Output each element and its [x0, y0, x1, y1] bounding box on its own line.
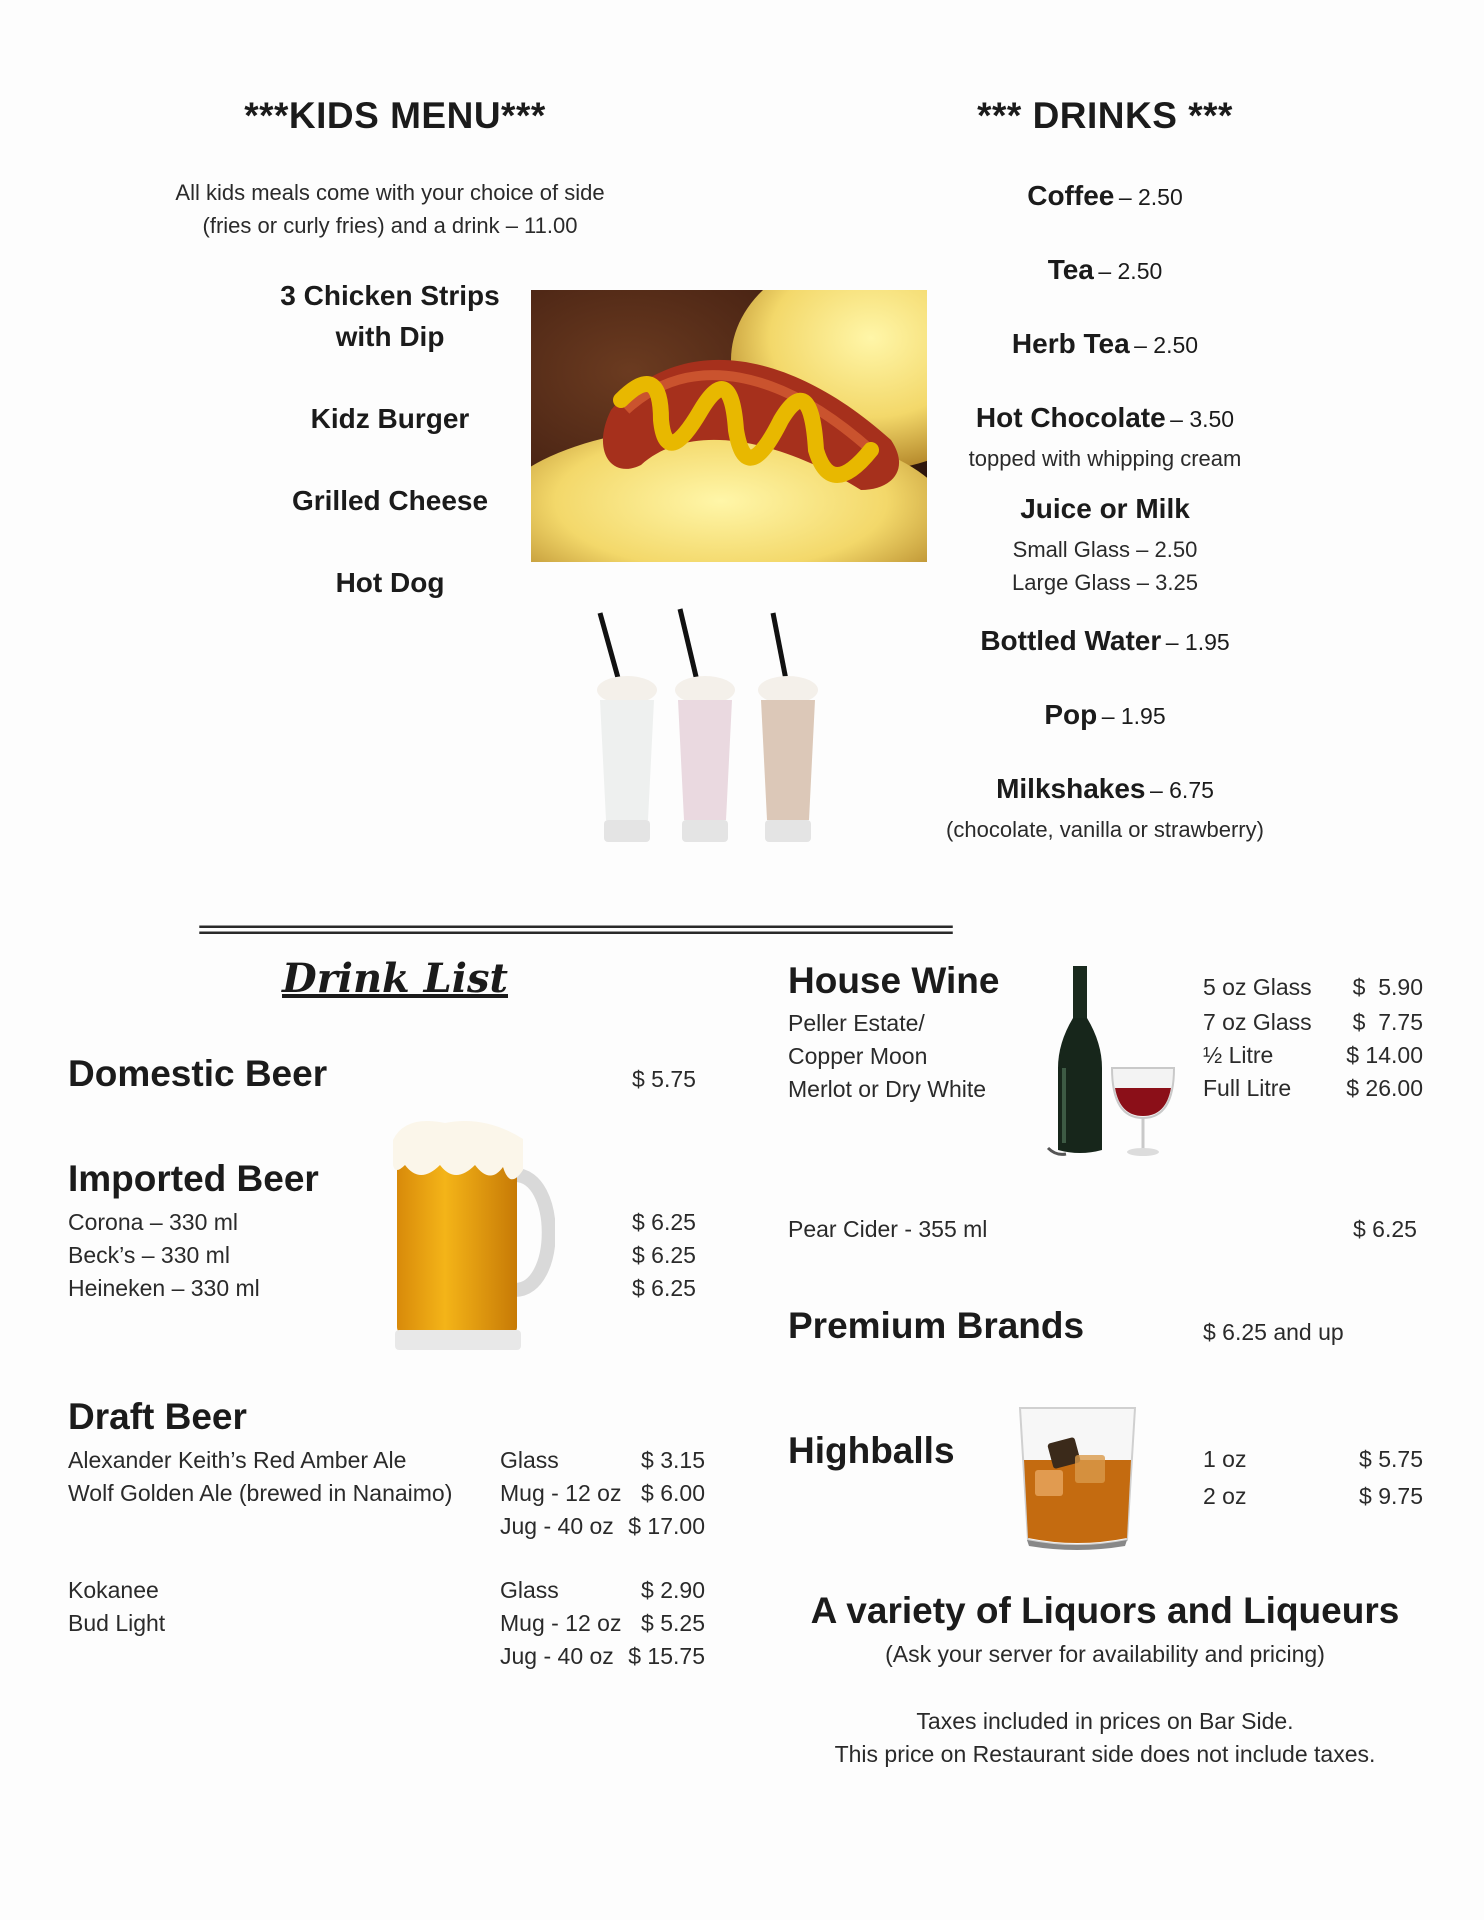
drink-list-title: Drink List — [282, 955, 508, 1002]
imported-beer-prices — [632, 1206, 696, 1305]
kids-desc-line: (fries or curly fries) and a drink – 11.00 — [202, 213, 578, 238]
draft-size: Mug - 12 oz — [500, 1480, 622, 1506]
highball-price: $ 9.75 — [1359, 1483, 1423, 1509]
drink-price: – 2.50 — [1098, 258, 1163, 284]
house-wine-desc-line: Peller Estate/ — [788, 1010, 925, 1036]
pear-cider-price: $ 6.25 — [1353, 1216, 1417, 1242]
draft-beer-name: Wolf Golden Ale (brewed in Nanaimo) — [68, 1480, 453, 1506]
draft-group2-sizes — [500, 1574, 705, 1673]
kids-desc-line: All kids meals come with your choice of side — [175, 180, 605, 205]
juice-large-glass: Large Glass – 3.25 — [1012, 570, 1198, 595]
drink-name: Juice or Milk — [1020, 493, 1190, 524]
drinks-title: *** DRINKS *** — [977, 95, 1233, 136]
highball-size-row — [1203, 1480, 1423, 1513]
draft-group1-sizes — [500, 1444, 705, 1543]
imported-beer-price: $ 6.25 — [632, 1275, 696, 1301]
wine-size: 7 oz Glass — [1203, 1009, 1312, 1035]
imported-beer-item: Heineken – 330 ml — [68, 1275, 260, 1301]
imported-beer-item: Corona – 330 ml — [68, 1209, 239, 1235]
imported-beer-price: $ 6.25 — [632, 1242, 696, 1268]
draft-size: Glass — [500, 1577, 559, 1603]
kids-menu-title: ***KIDS MENU*** — [244, 95, 546, 136]
drink-coffee — [920, 180, 1290, 220]
liquors-title: A variety of Liquors and Liqueurs — [810, 1590, 1400, 1631]
draft-size-row — [500, 1510, 705, 1543]
highball-size: 2 oz — [1203, 1483, 1247, 1509]
draft-size-row — [500, 1477, 705, 1510]
drink-juice-milk — [920, 493, 1290, 533]
wine-size-row — [1203, 1006, 1423, 1039]
draft-beer-name: Kokanee — [68, 1577, 159, 1603]
drink-price: – 2.50 — [1134, 332, 1199, 358]
highball-size-row — [1203, 1443, 1423, 1476]
drink-milkshakes — [920, 773, 1290, 813]
domestic-beer-price: $ 5.75 — [632, 1066, 696, 1092]
drink-price: – 3.50 — [1170, 406, 1235, 432]
wine-bottle-photo — [1030, 958, 1180, 1163]
draft-size-row — [500, 1640, 705, 1673]
kids-item-grilled-cheese: Grilled Cheese — [291, 485, 489, 516]
tax-line: This price on Restaurant side does not include taxes. — [834, 1741, 1376, 1767]
draft-size: Glass — [500, 1447, 559, 1473]
premium-brands-price: $ 6.25 and up — [1203, 1319, 1344, 1345]
wine-size-row — [1203, 971, 1423, 1004]
wine-size-row — [1203, 1072, 1423, 1105]
draft-group2-names — [68, 1574, 165, 1640]
liquors-section — [780, 1590, 1430, 1671]
hot-chocolate-note: topped with whipping cream — [968, 446, 1242, 471]
drink-name: Tea — [1047, 254, 1094, 285]
drink-name: Milkshakes — [996, 773, 1146, 804]
liquors-note: (Ask your server for availability and pricing) — [885, 1641, 1325, 1667]
kids-menu-description — [110, 176, 670, 242]
draft-beer-name: Alexander Keith’s Red Amber Ale — [68, 1447, 407, 1473]
draft-size-row — [500, 1444, 705, 1477]
drink-name: Coffee — [1027, 180, 1115, 211]
draft-price: $ 15.75 — [628, 1643, 705, 1669]
draft-beer-name: Bud Light — [68, 1610, 166, 1636]
tax-notice — [780, 1705, 1430, 1771]
drink-price: – 1.95 — [1165, 629, 1230, 655]
juice-small-glass: Small Glass – 2.50 — [1012, 537, 1198, 562]
imported-beer-price: $ 6.25 — [632, 1209, 696, 1235]
draft-size-row — [500, 1607, 705, 1640]
drink-tea — [920, 254, 1290, 294]
house-wine-title: House Wine — [788, 960, 1000, 1001]
draft-price: $ 2.90 — [641, 1577, 705, 1603]
highballs-title: Highballs — [788, 1430, 955, 1471]
draft-size: Jug - 40 oz — [500, 1513, 614, 1539]
draft-price: $ 5.25 — [641, 1610, 705, 1636]
drinks-list — [920, 180, 1290, 846]
kids-menu-items — [240, 275, 540, 603]
drink-price: – 2.50 — [1118, 184, 1183, 210]
draft-size: Mug - 12 oz — [500, 1610, 622, 1636]
kids-item-hot-dog: Hot Dog — [335, 567, 445, 598]
pear-cider-name: Pear Cider - 355 ml — [788, 1216, 988, 1242]
drink-name: Bottled Water — [980, 625, 1162, 656]
drink-pop — [920, 699, 1290, 739]
kids-item-chicken-strips: 3 Chicken Strips — [280, 280, 500, 311]
highball-size: 1 oz — [1203, 1446, 1247, 1472]
house-wine-desc-line: Merlot or Dry White — [788, 1076, 987, 1102]
hot-dog-photo — [531, 290, 927, 562]
draft-size-row — [500, 1574, 705, 1607]
drink-name: Pop — [1044, 699, 1098, 730]
wine-price: $ 26.00 — [1346, 1075, 1423, 1101]
imported-beer-list — [68, 1206, 260, 1305]
wine-price: $ 7.75 — [1352, 1009, 1423, 1035]
imported-beer-title: Imported Beer — [68, 1158, 319, 1199]
kids-item-chicken-strips-dip: with Dip — [335, 321, 445, 352]
drink-herb-tea — [920, 328, 1290, 368]
house-wine-desc-line: Copper Moon — [788, 1043, 928, 1069]
wine-size-row — [1203, 1039, 1423, 1072]
drink-name: Herb Tea — [1011, 328, 1130, 359]
wine-size: Full Litre — [1203, 1075, 1292, 1101]
highball-glass-photo — [1015, 1400, 1140, 1550]
draft-price: $ 3.15 — [641, 1447, 705, 1473]
draft-price: $ 6.00 — [641, 1480, 705, 1506]
drink-hot-chocolate — [920, 402, 1290, 442]
draft-size: Jug - 40 oz — [500, 1643, 614, 1669]
draft-beer-title: Draft Beer — [68, 1396, 247, 1437]
milkshakes-note: (chocolate, vanilla or strawberry) — [946, 817, 1264, 842]
drink-price: – 1.95 — [1101, 703, 1166, 729]
milkshakes-photo — [590, 605, 835, 850]
drink-name: Hot Chocolate — [975, 402, 1166, 433]
house-wine-description — [788, 1007, 986, 1106]
house-wine-prices — [1203, 971, 1423, 1105]
tax-line: Taxes included in prices on Bar Side. — [916, 1708, 1294, 1734]
premium-brands-title: Premium Brands — [788, 1305, 1085, 1346]
imported-beer-item: Beck’s – 330 ml — [68, 1242, 230, 1268]
beer-mug-photo — [385, 1115, 555, 1360]
drink-price: – 6.75 — [1149, 777, 1214, 803]
wine-size: ½ Litre — [1203, 1042, 1274, 1068]
drink-bottled-water — [920, 625, 1290, 665]
wine-price: $ 5.90 — [1352, 974, 1423, 1000]
wine-price: $ 14.00 — [1346, 1042, 1423, 1068]
kids-item-burger: Kidz Burger — [310, 403, 470, 434]
wine-size: 5 oz Glass — [1203, 974, 1312, 1000]
highballs-prices — [1203, 1443, 1423, 1513]
draft-price: $ 17.00 — [628, 1513, 705, 1539]
domestic-beer-title: Domestic Beer — [68, 1053, 328, 1094]
highball-price: $ 5.75 — [1359, 1446, 1423, 1472]
draft-group1-names — [68, 1444, 452, 1510]
section-divider: ================================================== — [198, 912, 952, 947]
